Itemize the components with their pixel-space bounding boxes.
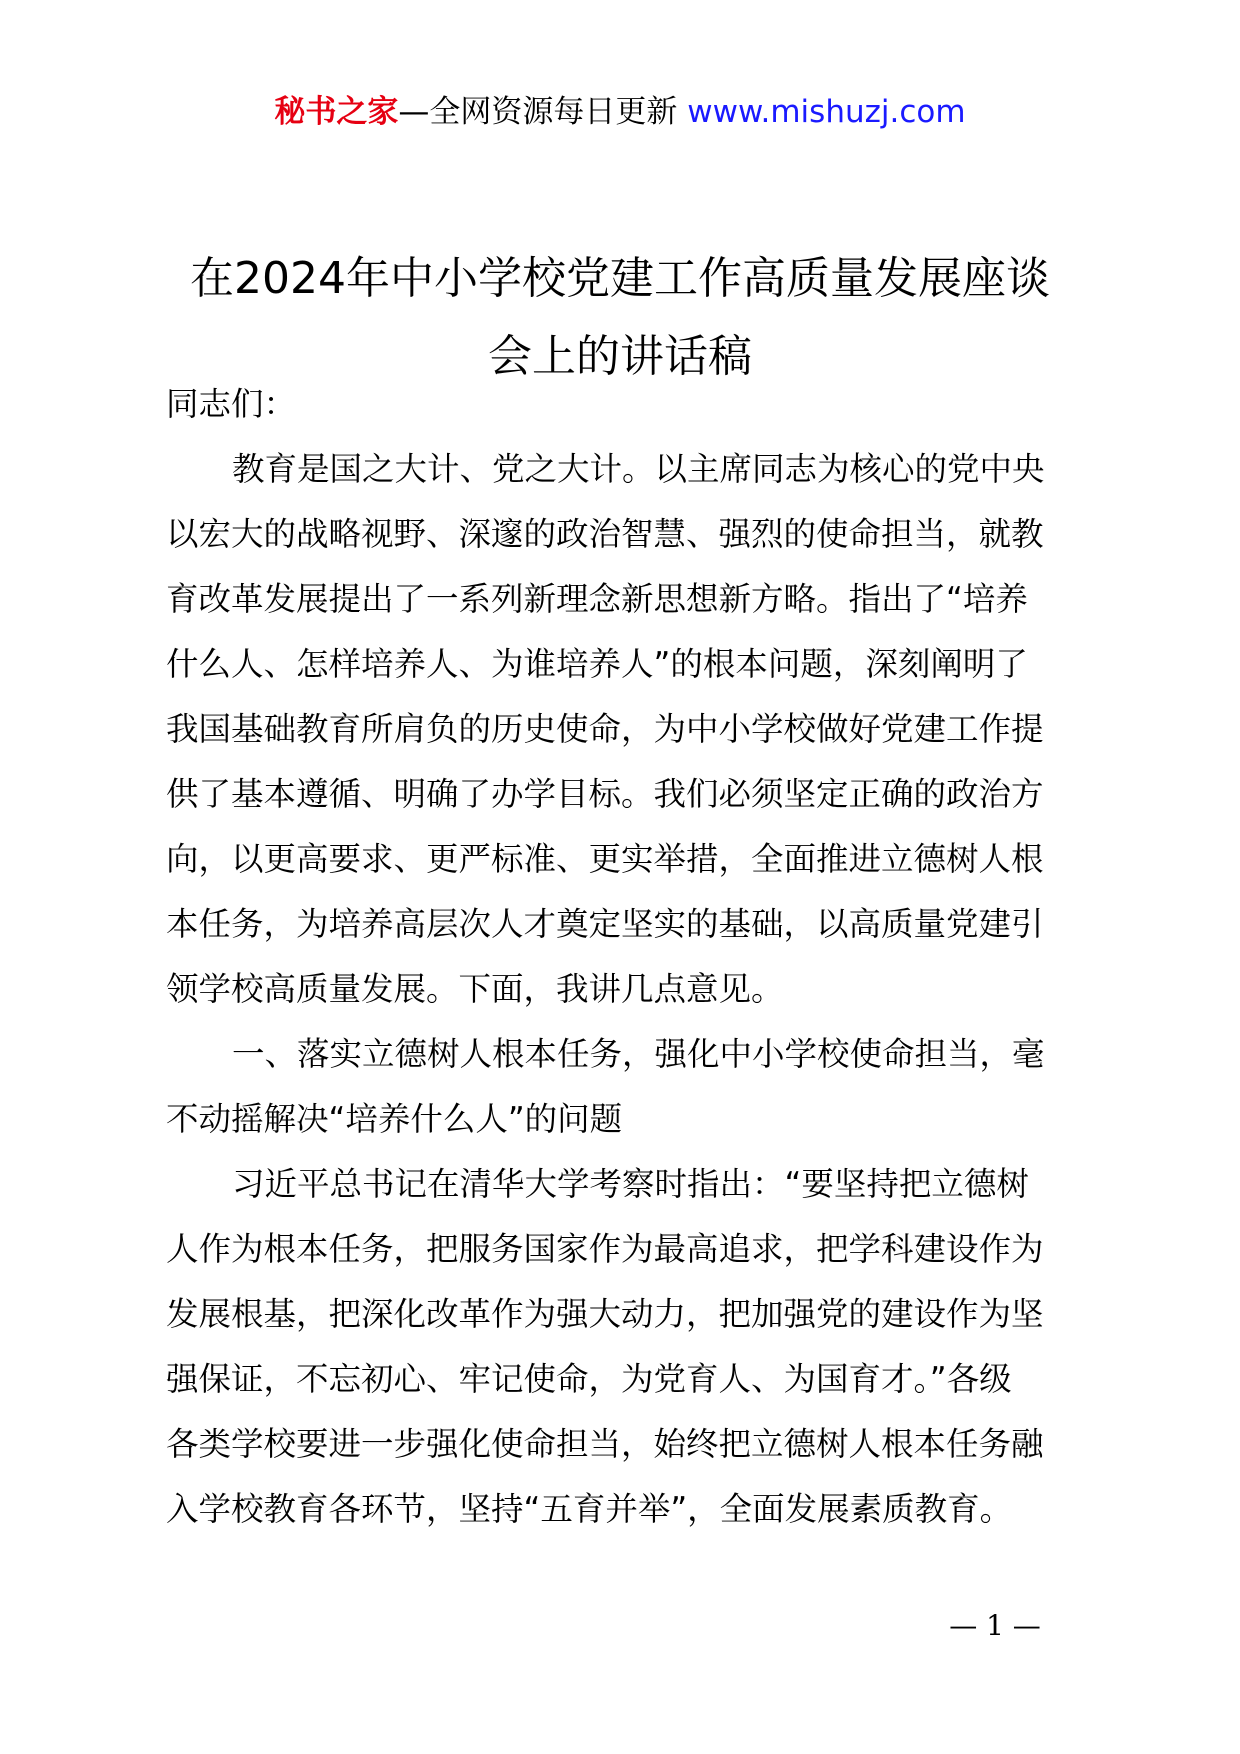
paragraph-line: 本任务，为培养高层次人才奠定坚实的基础，以高质量党建引 (166, 905, 1044, 943)
title-line: 在2024年中小学校党建工作高质量发展座谈 (190, 253, 1050, 304)
paragraph-line: 人作为根本任务，把服务国家作为最高追求，把学科建设作为 (166, 1230, 1044, 1268)
paragraph-line: 各类学校要进一步强化使命担当，始终把立德树人根本任务融 (166, 1425, 1044, 1463)
paragraph-line: 育改革发展提出了一系列新理念新思想新方略。指出了“培养 (166, 580, 1028, 618)
paragraph-line: 以宏大的战略视野、深邃的政治智慧、强烈的使命担当，就教 (166, 515, 1044, 553)
paragraph-line: 供了基本遵循、明确了办学目标。我们必须坚定正确的政治方 (166, 775, 1044, 813)
paragraph-line: 发展根基，把深化改革作为强大动力，把加强党的建设作为坚 (166, 1295, 1044, 1333)
paragraph-line: 教育是国之大计、党之大计。以主席同志为核心的党中央 (232, 450, 1045, 488)
title-line: 会上的讲话稿 (488, 331, 752, 382)
site-url-link[interactable]: www.mishuzj.com (687, 94, 966, 130)
site-header (0, 92, 1240, 132)
section-heading-line: 不动摇解决“培养什么人”的问题 (166, 1100, 623, 1138)
paragraph-line: 我国基础教育所肩负的历史使命，为中小学校做好党建工作提 (166, 710, 1044, 748)
paragraph-line: 强保证，不忘初心、牢记使命，为党育人、为国育才。”各级 (166, 1360, 1012, 1398)
site-tagline: —全网资源每日更新 (398, 94, 688, 130)
page-number: — 1 — (949, 1609, 1041, 1642)
paragraph-line: 入学校教育各环节，坚持“五育并举”，全面发展素质教育。 (166, 1490, 1013, 1528)
paragraph-line: 向，以更高要求、更严标准、更实举措，全面推进立德树人根 (166, 840, 1044, 878)
section-heading-line: 一、落实立德树人根本任务，强化中小学校使命担当，毫 (232, 1035, 1045, 1073)
site-brand: 秘书之家 (274, 94, 399, 130)
paragraph-line: 习近平总书记在清华大学考察时指出：“要坚持把立德树 (232, 1165, 1029, 1203)
paragraph-line: 什么人、怎样培养人、为谁培养人”的根本问题，深刻阐明了 (166, 645, 1028, 683)
salutation: 同志们： (166, 385, 297, 423)
document-body (166, 372, 1086, 1542)
paragraph-line: 领学校高质量发展。下面，我讲几点意见。 (166, 970, 784, 1008)
